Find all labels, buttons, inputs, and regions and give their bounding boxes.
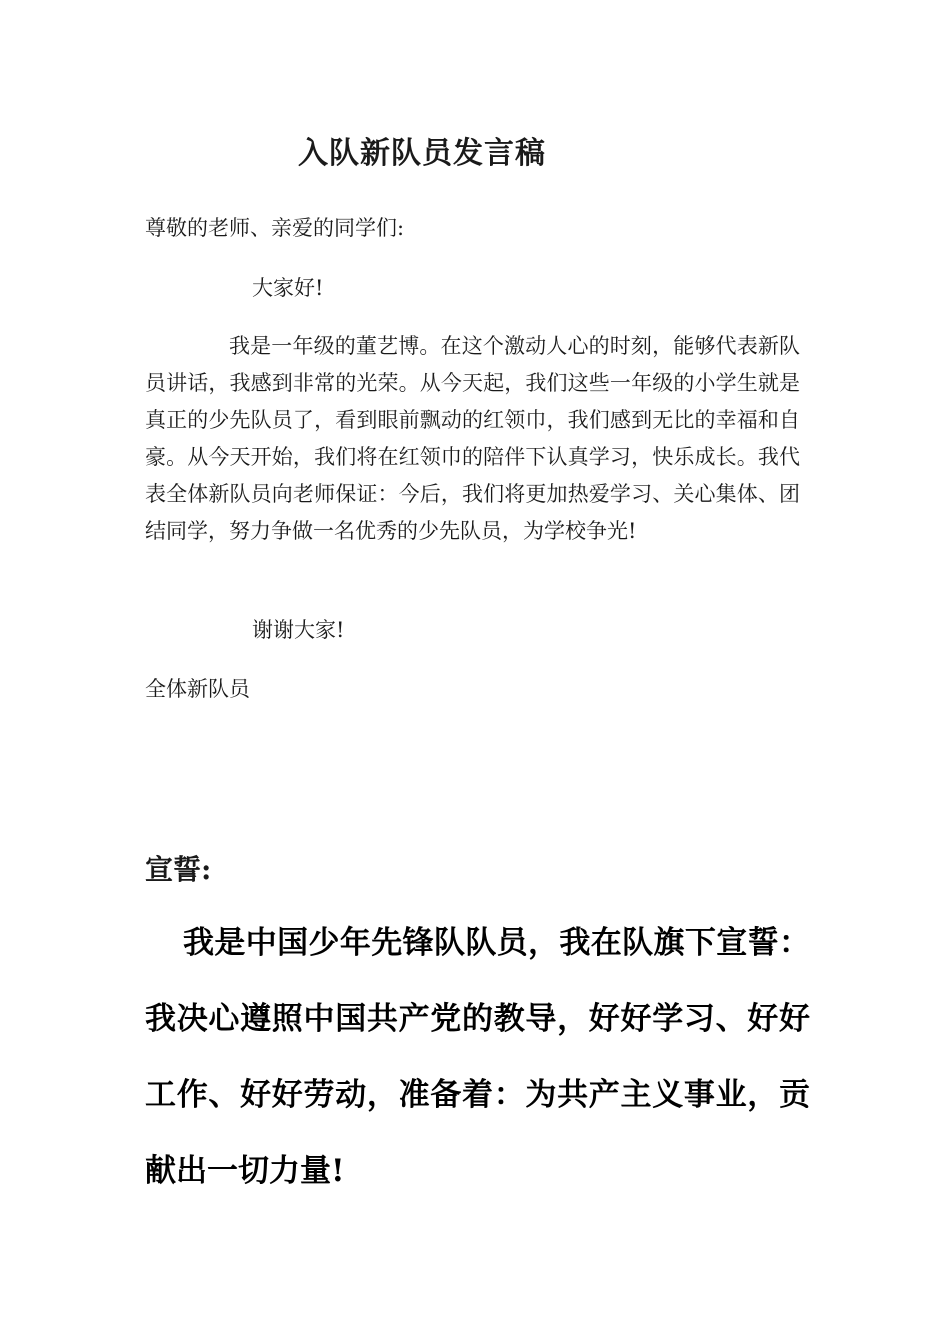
oath-heading: 宣誓:: [145, 853, 212, 886]
salutation: 尊敬的老师、亲爱的同学们:: [145, 216, 405, 240]
document-title: 入队新队员发言稿: [298, 136, 546, 171]
speech-body: 我是一年级的董艺博。在这个激动人心的时刻，能够代表新队员讲话，我感到非常的光荣。从今天起，我们这些一年级的小学生就是真正的少先队员了，看到眼前飘动的红领巾，我们感到无比的幸福和自豪。从今天开始，我们将在红领巾的陪伴下认真学习，快乐成长。我代表全体新队员向老师保证：今后，我们将更加热爱学习、关心集体、团结同学，努力争做一名优秀的少先队员，为学校争光!: [145, 334, 800, 543]
greeting: 大家好!: [252, 276, 324, 300]
thanks-line: 谢谢大家!: [252, 618, 345, 642]
oath-text: 我是中国少年先锋队队员，我在队旗下宣誓：我决心遵照中国共产党的教导，好好学习、好好工作、好好劳动，准备着：为共产主义事业，贡献出一切力量!: [145, 925, 810, 1189]
signature: 全体新队员: [145, 677, 250, 701]
